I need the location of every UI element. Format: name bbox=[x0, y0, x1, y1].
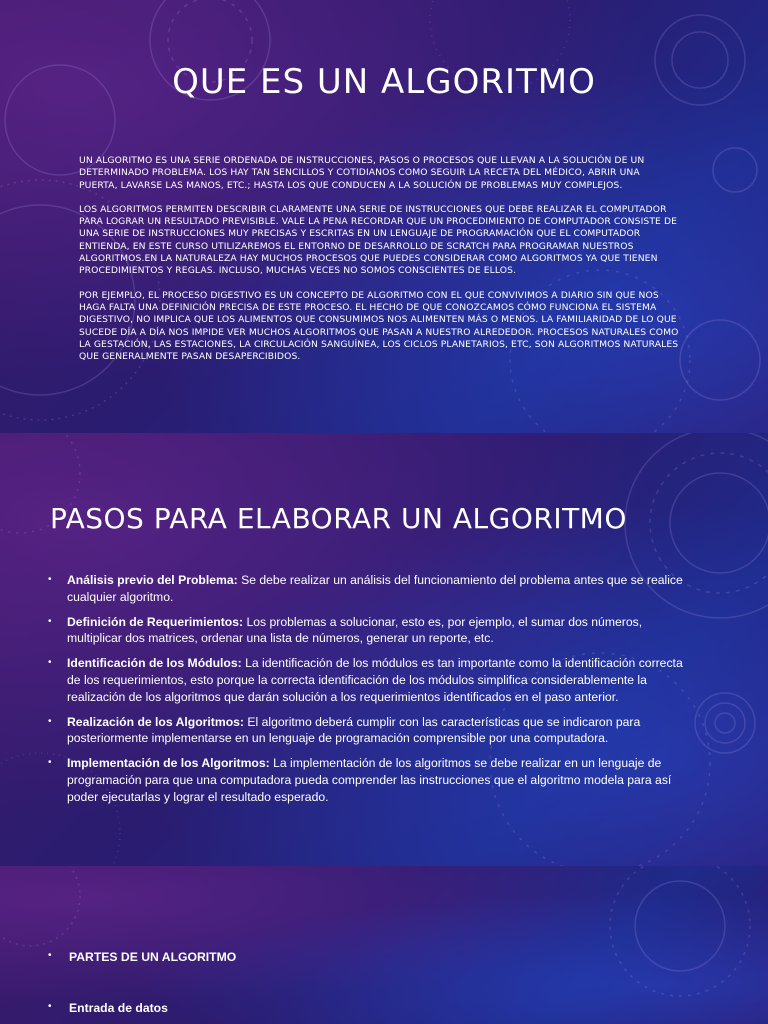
slide-body bbox=[79, 155, 679, 375]
parts-list bbox=[48, 950, 236, 964]
item-text: La implementación de los algoritmos se debe realizar en un lenguaje de programación para que una computadora pueda comprender las instrucciones que el algoritmo modela para así poder ejecutarlas y lograr el resultado esperado. bbox=[67, 756, 672, 804]
bullet-icon: • bbox=[48, 757, 52, 769]
item-text: Entrada de datos bbox=[69, 1001, 168, 1015]
slide-3 bbox=[0, 866, 768, 1024]
slide-title: PASOS PARA ELABORAR UN ALGORITMO bbox=[50, 502, 627, 535]
parts-list bbox=[48, 1001, 168, 1015]
bullet-icon: • bbox=[48, 615, 52, 627]
item-label: Definición de Requerimientos: bbox=[67, 614, 244, 629]
bullet-icon: • bbox=[48, 950, 52, 961]
paragraph: LOS ALGORITMOS PERMITEN DESCRIBIR CLARAMENTE UNA SERIE DE INSTRUCCIONES QUE DEBE REALIZAR EL COMPUTADOR PARA LOGRAR UN RESULTADO PREVISIBLE. VALE LA PENA RECORDAR QUE UN PROCEDIMIENTO DE COMPUTADOR CONSISTE DE UNA SERIE DE INSTRUCCIONES MUY PRECISAS Y ESCRITAS EN UN LENGUAJE DE PROGRAMACIÓN QUE EL COMPUTADOR ENTIENDA, EN ESTE CURSO UTILIZAREMOS EL ENTORNO DE DESARROLLO DE SCRATCH PARA PROGRAMAR NUESTROS ALGORITMOS.EN LA NATURALEZA HAY MUCHOS PROCESOS QUE PUEDES CONSIDERAR COMO ALGORITMOS YA QUE TIENEN PROCEDIMIENTOS Y REGLAS. INCLUSO, MUCHAS VECES NO SOMOS CONSCIENTES DE ELLOS. bbox=[79, 203, 678, 277]
slide-2 bbox=[0, 433, 768, 866]
list-item bbox=[48, 950, 236, 964]
list-item bbox=[48, 655, 688, 705]
item-label: Implementación de los Algoritmos: bbox=[67, 756, 270, 771]
bullet-icon: • bbox=[48, 657, 52, 669]
list-item bbox=[48, 755, 688, 805]
item-label: Realización de los Algoritmos: bbox=[67, 714, 244, 729]
item-text: Se debe realizar un análisis del funcionamiento del problema antes que se realice cualquier algoritmo. bbox=[67, 573, 683, 604]
bullet-icon: • bbox=[48, 1001, 52, 1012]
bullet-icon: • bbox=[48, 574, 52, 585]
slide-1 bbox=[0, 0, 768, 433]
steps-list bbox=[48, 572, 688, 814]
item-text: PARTES DE UN ALGORITMO bbox=[69, 950, 237, 964]
list-item bbox=[48, 614, 688, 648]
item-text: El algoritmo deberá cumplir con las características que se indicaron para posteriormente implementarse en un lenguaje de programación comprensible por una computadora. bbox=[67, 714, 641, 746]
list-item bbox=[48, 572, 688, 606]
list-item bbox=[48, 1001, 168, 1015]
slide-title: QUE ES UN ALGORITMO bbox=[172, 62, 596, 102]
bullet-icon: • bbox=[48, 715, 52, 727]
item-label: Identificación de los Módulos: bbox=[67, 656, 242, 671]
paragraph: POR EJEMPLO, EL PROCESO DIGESTIVO ES UN CONCEPTO DE ALGORITMO CON EL QUE CONVIVIMOS A DIARIO SIN QUE NOS HAGA FALTA UNA DEFINICIÓN PRECISA DE ESTE PROCESO. EL HECHO DE QUE CONOZCAMOS CÓMO FUNCIONA EL SISTEMA DIGESTIVO, NO IMPLICA QUE LOS ALIMENTOS QUE CONSUMIMOS NOS ALIMENTEN MÁS O MENOS. LA FAMILIARIDAD DE LO QUE SUCEDE DÍA A DÍA NOS IMPIDE VER MUCHOS ALGORITMOS QUE PASAN A NUESTRO ALREDEDOR. PROCESOS NATURALES COMO LA GESTACIÓN, LAS ESTACIONES, LA CIRCULACIÓN SANGUÍNEA, LOS CICLOS PLANETARIOS, ETC, SON ALGORITMOS NATURALES QUE GENERALMENTE PASAN DESAPERCIBIDOS. bbox=[79, 289, 679, 363]
item-text: Los problemas a solucionar, esto es, por ejemplo, el sumar dos números, multiplicar dos matrices, ordenar una lista de números, generar un reporte, etc. bbox=[67, 614, 643, 646]
item-label: Análisis previo del Problema: bbox=[67, 573, 238, 587]
item-text: La identificación de los módulos es tan importante como la identificación correcta de los requerimientos, esto porque la correcta identificación de los módulos simplifica considerablemente la realización de los algoritmos que darán solución a los requerimientos identificados en el paso anterior. bbox=[67, 656, 683, 704]
list-item bbox=[48, 714, 688, 748]
paragraph: UN ALGORITMO ES UNA SERIE ORDENADA DE INSTRUCCIONES, PASOS O PROCESOS QUE LLEVAN A LA SOLUCIÓN DE UN DETERMINADO PROBLEMA. LOS HAY TAN SENCILLOS Y COTIDIANOS COMO SEGUIR LA RECETA DEL MÉDICO, ABRIR UNA PUERTA, LAVARSE LAS MANOS, ETC.; HASTA LOS QUE CONDUCEN A LA SOLUCIÓN DE PROBLEMAS MUY COMPLEJOS. bbox=[79, 155, 645, 191]
